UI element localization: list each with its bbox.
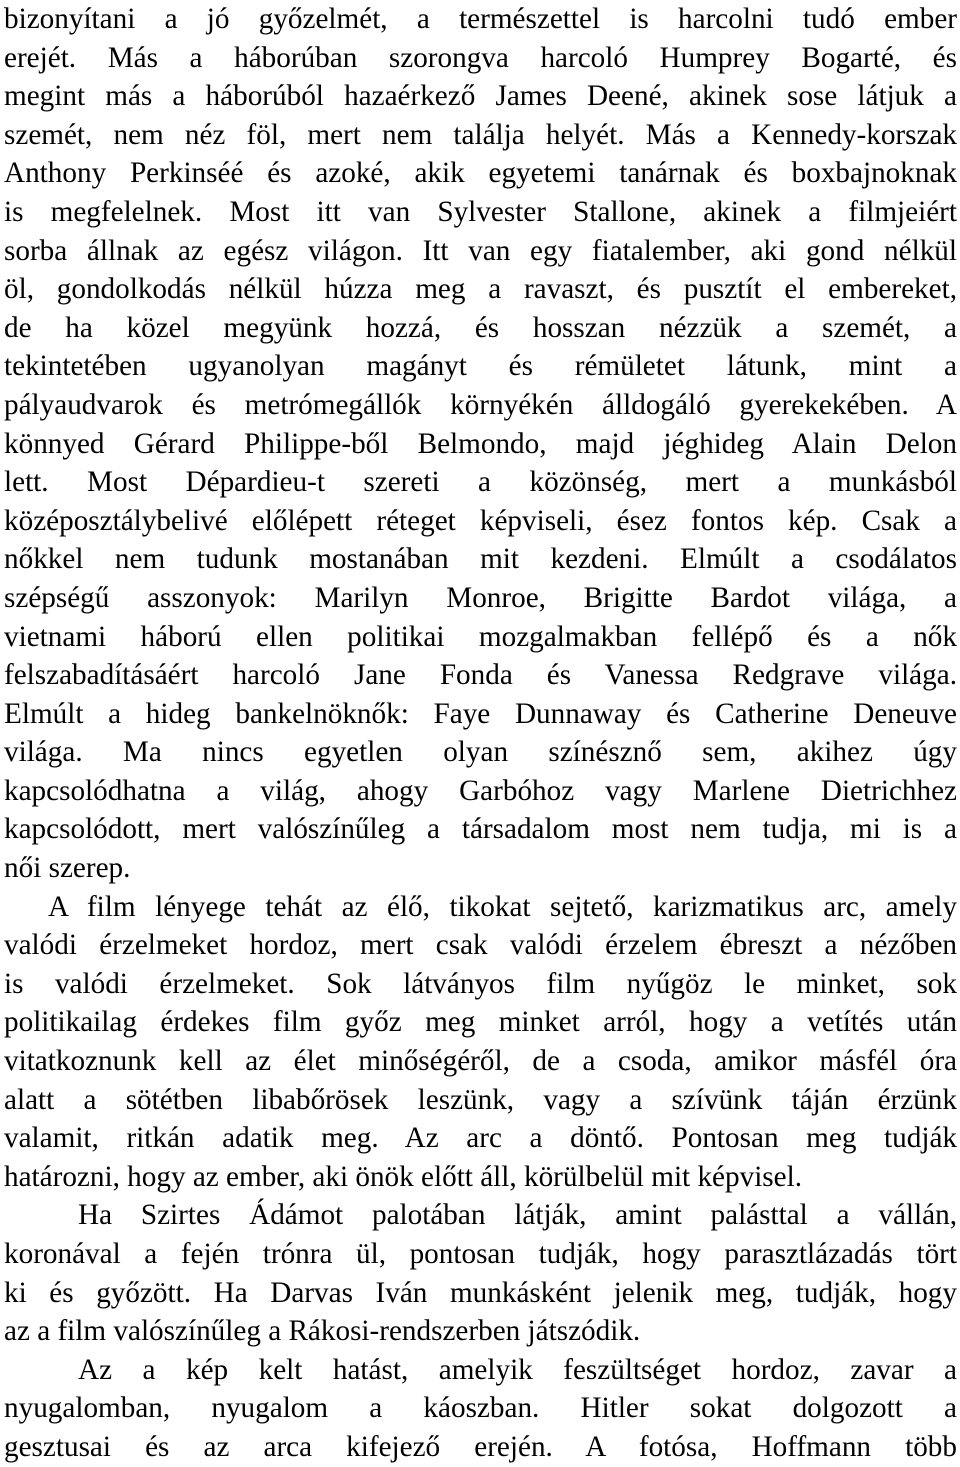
text-line: sorba állnak az egész világon. Itt van egy fiatalember, aki gond nélkül xyxy=(4,234,957,267)
text-line: tekintetében ugyanolyan magányt és rémületet látunk, mint a xyxy=(4,350,957,383)
text-line: Anthony Perkinséé és azoké, akik egyetemi tanárnak és boxbajnoknak xyxy=(4,157,957,190)
text-line: nőkkel nem tudunk mostanában mit kezdeni. Elmúlt a csodálatos xyxy=(4,543,957,576)
text-line: Ha Szirtes Ádámot palotában látják, amint palásttal a vállán, xyxy=(78,1199,957,1232)
text-line: Az a kép kelt hatást, amelyik feszültséget hordoz, zavar a xyxy=(78,1353,957,1386)
document-page xyxy=(4,0,957,1467)
text-line: az a film valószínűleg a Rákosi-rendszerben játszódik. xyxy=(4,1315,641,1348)
text-line: szemét, nem néz föl, mert nem találja helyét. Más a Kennedy-korszak xyxy=(4,118,957,151)
text-line: kapcsolódhatna a világ, ahogy Garbóhoz vagy Marlene Dietrichhez xyxy=(4,774,957,807)
text-line: politikailag érdekes film győz meg minket arról, hogy a vetítés után xyxy=(4,1006,957,1039)
text-line: nyugalomban, nyugalom a káoszban. Hitler sokat dolgozott a xyxy=(4,1392,957,1425)
text-line: határozni, hogy az ember, aki önök előtt áll, körülbelül mit képvisel. xyxy=(4,1160,803,1193)
text-line: ki és győzött. Ha Darvas Iván munkásként jelenik meg, tudják, hogy xyxy=(4,1276,957,1309)
text-line: szépségű asszonyok: Marilyn Monroe, Brigitte Bardot világa, a xyxy=(4,581,957,614)
text-line: női szerep. xyxy=(4,852,131,885)
text-line: felszabadításáért harcoló Jane Fonda és Vanessa Redgrave világa. xyxy=(4,659,957,692)
text-line: kapcsolódott, mert valószínűleg a társadalom most nem tudja, mi is a xyxy=(4,813,957,846)
text-line: erejét. Más a háborúban szorongva harcoló Humprey Bogarté, és xyxy=(4,41,957,74)
text-line: gesztusai és az arca kifejező erején. A fotósa, Hoffmann több xyxy=(4,1430,957,1463)
text-line: bizonyítani a jó győzelmét, a természettel is harcolni tudó ember xyxy=(4,3,957,35)
paragraph-1 xyxy=(4,0,957,888)
text-line: is megfelelnek. Most itt van Sylvester Stallone, akinek a filmjeiért xyxy=(4,195,957,228)
text-line: vitatkoznunk kell az élet minőségéről, de a csoda, amikor másfél óra xyxy=(4,1045,957,1078)
text-line: lett. Most Dépardieu-t szereti a közönség, mert a munkásból xyxy=(4,466,957,499)
text-line: vietnami háború ellen politikai mozgalmakban fellépő és a nők xyxy=(4,620,957,653)
text-line: valamit, ritkán adatik meg. Az arc a döntő. Pontosan meg tudják xyxy=(4,1122,957,1155)
paragraph-3 xyxy=(4,1196,957,1350)
text-line: koronával a fején trónra ül, pontosan tudják, hogy parasztlázadás tört xyxy=(4,1238,957,1270)
text-line: könnyed Gérard Philippe-ből Belmondo, majd jéghideg Alain Delon xyxy=(4,427,957,460)
text-line: világa. Ma nincs egyetlen olyan színésznő sem, akihez úgy xyxy=(4,736,957,769)
text-line: A film lényege tehát az élő, tikokat sejtető, karizmatikus arc, amely xyxy=(48,890,957,923)
text-line: pályaudvarok és metrómegállók környékén álldogáló gyerekekében. A xyxy=(4,388,957,421)
text-line: Elmúlt a hideg bankelnöknők: Faye Dunnaway és Catherine Deneuve xyxy=(4,697,957,730)
text-line: de ha közel megyünk hozzá, és hosszan nézzük a szemét, a xyxy=(4,311,957,344)
text-line: öl, gondolkodás nélkül húzza meg a ravaszt, és pusztít el embereket, xyxy=(4,273,957,306)
text-line: alatt a sötétben libabőrösek leszünk, vagy a szívünk táján érzünk xyxy=(4,1083,957,1116)
paragraph-4 xyxy=(4,1351,957,1467)
text-line: is valódi érzelmeket. Sok látványos film nyűgöz le minket, sok xyxy=(4,967,957,1000)
text-line: középosztálybelivé előlépett réteget képviseli, ésez fontos kép. Csak a xyxy=(4,504,957,537)
text-line: valódi érzelmeket hordoz, mert csak valódi érzelem ébreszt a nézőben xyxy=(4,929,957,962)
text-line: megint más a háborúból hazaérkező James Deené, akinek sose látjuk a xyxy=(4,80,957,113)
paragraph-2 xyxy=(4,888,957,1197)
